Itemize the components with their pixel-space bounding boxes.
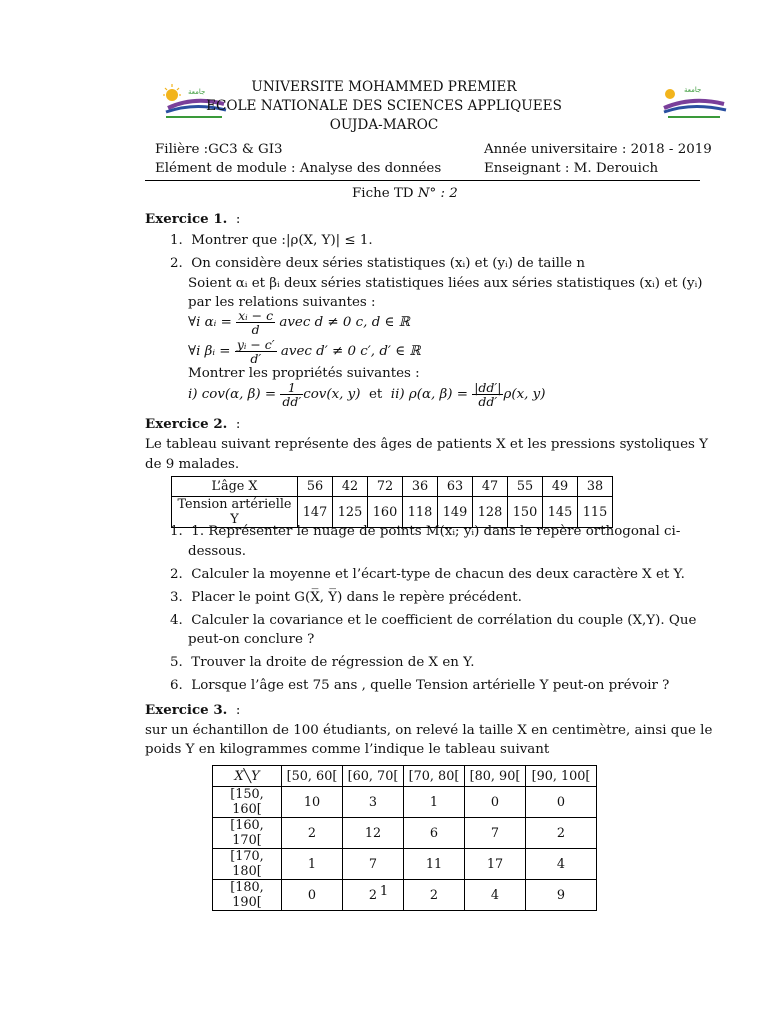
table-cell: 63	[438, 477, 473, 497]
table-cell: 1	[404, 787, 465, 818]
ex2-intro-line2: de 9 malades.	[145, 457, 240, 472]
table-header-row	[213, 766, 597, 787]
city-name: OUJDA-MAROC	[329, 117, 439, 133]
table-cell: 38	[578, 477, 613, 497]
school-name: ECOLE NATIONALE DES SCIENCES APPLIQUEES	[206, 98, 562, 114]
rel1-left: ∀i αᵢ =	[188, 315, 232, 330]
ex2-item-3: 3. Placer le point G(X̅, Y̅) dans le repère précédent.	[170, 590, 522, 605]
ex2-item-4: 4. Calculer la covariance et le coefficient de corrélation du couple (X,Y). Que	[170, 613, 697, 628]
column-header: [50, 60[	[282, 766, 343, 787]
exercise-3-heading	[145, 701, 240, 720]
table-cell: 145	[543, 497, 578, 528]
prop-ii-right: ρ(x, y)	[503, 387, 546, 402]
table-cell: 10	[282, 787, 343, 818]
rel2-fraction	[235, 338, 277, 365]
table-cell: 47	[473, 477, 508, 497]
rel1-right: avec d ≠ 0 c, d ∈ ℝ	[279, 315, 410, 330]
table-cell: 160	[368, 497, 403, 528]
ex3-intro-line2: poids Y en kilogrammes comme l’indique le tableau suivant	[145, 742, 550, 757]
exercise-2-title: Exercice 2.	[145, 416, 228, 432]
ex2-item-5: 5. Trouver la droite de régression de X en Y.	[170, 655, 475, 670]
table-row	[213, 818, 597, 849]
table-cell: 150	[508, 497, 543, 528]
row-header: [150, 160[	[213, 787, 282, 818]
table-cell: 9	[526, 880, 597, 911]
header-divider	[145, 180, 700, 181]
exercise-2-colon: :	[235, 417, 241, 432]
fiche-label: Fiche TD	[352, 186, 414, 201]
prop-i-num: 1	[287, 380, 296, 395]
prop-i-right: cov(x, y)	[303, 387, 361, 402]
rel2-right: avec d′ ≠ 0 c′, d′ ∈ ℝ	[280, 344, 421, 359]
exercise-2-heading	[145, 415, 240, 434]
ex1-item-1: 1. Montrer que :|ρ(X, Y)| ≤ 1.	[170, 233, 373, 248]
exercise-1-heading	[145, 210, 240, 229]
table-cell: 118	[403, 497, 438, 528]
table-cell: 125	[333, 497, 368, 528]
table-cell: 56	[298, 477, 333, 497]
exercise-3-colon: :	[235, 703, 241, 718]
properties	[188, 381, 545, 408]
university-name: UNIVERSITE MOHAMMED PREMIER	[251, 79, 517, 95]
table-cell: 2	[282, 818, 343, 849]
table-cell: 1	[282, 849, 343, 880]
table-cell: 2	[404, 880, 465, 911]
ex2-intro-line1: Le tableau suivant représente des âges de patients X et les pressions systoliques Y	[145, 437, 708, 452]
ex1-q2-line1: On considère deux séries statistiques (xᵢ) et (yᵢ) de taille n	[191, 256, 585, 271]
ex1-item-2: 2. On considère deux séries statistiques (xᵢ) et (yᵢ) de taille n	[170, 256, 585, 271]
fiche-title	[352, 185, 458, 203]
ex1-q2-line3: par les relations suivantes :	[188, 295, 376, 310]
table-cell: 72	[368, 477, 403, 497]
prop-i-den: dd′	[282, 394, 302, 409]
table-cell: 0	[465, 787, 526, 818]
table-cell: 128	[473, 497, 508, 528]
ex1-q2-line2: Soient αᵢ et βᵢ deux séries statistiques liées aux séries statistiques (xᵢ) et (yᵢ)	[188, 276, 703, 291]
table-cell: 7	[465, 818, 526, 849]
table-cell: 11	[404, 849, 465, 880]
rel1-num: xᵢ − c	[238, 308, 274, 323]
table-cell: 17	[465, 849, 526, 880]
column-header: [90, 100[	[526, 766, 597, 787]
ex2-item-2: 2. Calculer la moyenne et l’écart-type de chacun des deux caractère X et Y.	[170, 567, 685, 582]
table-cell: 42	[333, 477, 368, 497]
ex2-item-4-line2: peut-on conclure ?	[188, 632, 315, 647]
table-cell: 3	[343, 787, 404, 818]
table-row	[213, 787, 597, 818]
row-header: [160, 170[	[213, 818, 282, 849]
ex2-data-table	[171, 476, 613, 528]
prop-et: et	[368, 387, 383, 402]
rel2-left: ∀i βᵢ =	[188, 344, 231, 359]
enseignant: Enseignant : M. Derouich	[484, 161, 659, 176]
prop-ii-num: |dd′|	[474, 380, 502, 395]
relation-alpha	[188, 309, 410, 336]
ex1-show: Montrer les propriétés suivantes :	[188, 366, 420, 381]
table-cell: 149	[438, 497, 473, 528]
table-cell: 0	[282, 880, 343, 911]
table-cell: 0	[526, 787, 597, 818]
ex2-item-1: 1. 1. Représenter le nuage de points M(xᵢ; yᵢ) dans le repère orthogonal ci-	[170, 524, 681, 539]
ex2-item-5-line1: Trouver la droite de régression de X en Y.	[191, 655, 475, 670]
column-header: [80, 90[	[465, 766, 526, 787]
column-header: [70, 80[	[404, 766, 465, 787]
ex2-item-4-line1: Calculer la covariance et le coefficient de corrélation du couple (X,Y). Que	[191, 613, 697, 628]
table-cell: 2	[343, 880, 404, 911]
ex2-item-1-line2: dessous.	[188, 544, 247, 559]
exercise-1-colon: :	[235, 212, 241, 227]
exercise-1-title: Exercice 1.	[145, 211, 228, 227]
table-cell: 12	[343, 818, 404, 849]
filiere: Filière :GC3 & GI3	[155, 142, 283, 157]
annee-universitaire: Année universitaire : 2018 - 2019	[484, 142, 712, 157]
svg-text:ﺟﺎﻣﻌﺔ: ﺟﺎﻣﻌﺔ	[188, 88, 206, 96]
relation-beta	[188, 338, 421, 365]
prop-ii-left: ii) ρ(α, β) =	[390, 387, 468, 402]
rel1-fraction	[236, 309, 275, 336]
table-cell: 7	[343, 849, 404, 880]
table-cell: 2	[526, 818, 597, 849]
rel2-den: d′	[235, 351, 277, 365]
table-cell: 55	[508, 477, 543, 497]
ex1-q1-text: Montrer que :|ρ(X, Y)| ≤ 1.	[191, 233, 373, 248]
rel1-den: d	[236, 322, 275, 336]
row-header: [180, 190[	[213, 880, 282, 911]
module-name: Elément de module : Analyse des données	[155, 161, 442, 176]
fiche-number: N° : 2	[417, 186, 458, 201]
prop-i-fraction	[280, 381, 303, 408]
ex2-item-6-line1: Lorsque l’âge est 75 ans , quelle Tension artérielle Y peut-on prévoir ?	[191, 678, 670, 693]
prop-ii-den: dd′	[472, 394, 503, 408]
exercise-3-title: Exercice 3.	[145, 702, 228, 718]
ex2-item-1-line1: 1. Représenter le nuage de points M(xᵢ; yᵢ) dans le repère orthogonal ci-	[191, 524, 681, 539]
row-label-age: L’âge X	[172, 477, 298, 497]
prop-ii-fraction	[472, 381, 503, 408]
table-cell: 115	[578, 497, 613, 528]
table-cell: 6	[404, 818, 465, 849]
table-cell: 49	[543, 477, 578, 497]
table-cell: 4	[526, 849, 597, 880]
rel2-num: yᵢ − c′	[236, 337, 275, 352]
table-row-age	[172, 477, 613, 497]
ex2-item-6: 6. Lorsque l’âge est 75 ans , quelle Tension artérielle Y peut-on prévoir ?	[170, 678, 670, 693]
prop-i-left: i) cov(α, β) =	[188, 387, 277, 402]
ex2-item-2-line1: Calculer la moyenne et l’écart-type de chacun des deux caractère X et Y.	[191, 567, 685, 582]
table-corner: X╲Y	[213, 766, 282, 787]
row-label-tension: Tension artérielle Y	[172, 497, 298, 528]
ex3-intro-line1: sur un échantillon de 100 étudiants, on relevé la taille X en centimètre, ainsi que le	[145, 723, 713, 738]
column-header: [60, 70[	[343, 766, 404, 787]
svg-text:ﺟﺎﻣﻌﺔ: ﺟﺎﻣﻌﺔ	[684, 86, 702, 94]
ex2-item-3-line1: Placer le point G(X̅, Y̅) dans le repère précédent.	[191, 590, 522, 605]
table-cell: 147	[298, 497, 333, 528]
table-cell: 4	[465, 880, 526, 911]
row-header: [170, 180[	[213, 849, 282, 880]
table-cell: 36	[403, 477, 438, 497]
table-row	[213, 849, 597, 880]
page-number: 1	[379, 884, 389, 899]
